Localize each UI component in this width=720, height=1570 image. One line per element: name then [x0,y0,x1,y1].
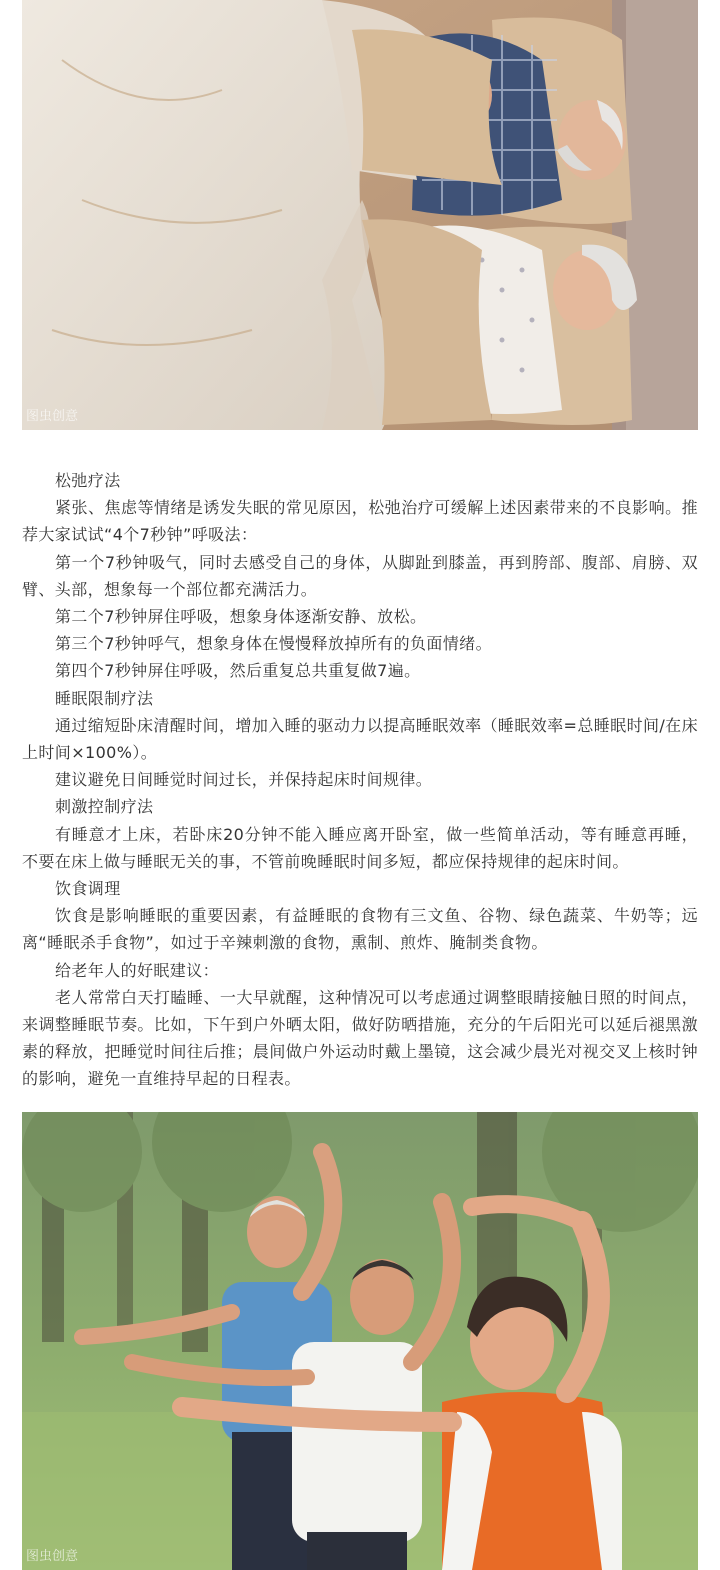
bottom-photo-watermark: 图虫创意 [26,1549,79,1564]
sleeping-couple-illustration [22,0,698,430]
paragraph: 通过缩短卧床清醒时间，增加入睡的驱动力以提高睡眠效率（睡眠效率=总睡眠时间/在床上时间×100%）。 [22,715,698,763]
paragraph: 有睡意才上床，若卧床20分钟不能入睡应离开卧室，做一些简单活动，等有睡意再睡，不要在床上做与睡眠无关的事，不管前晚睡眠时间多短，都应保持规律的起床时间。 [22,824,698,871]
top-photo [22,0,698,430]
paragraph: 老人常常白天打瞌睡、一大早就醒，这种情况可以考虑通过调整眼睛接触日照的时间点，来调整睡眠节奏。比如，下午到户外晒太阳，做好防晒措施，充分的午后阳光可以延后褪黑激素的释放，把睡觉时间往后推；晨间做户外运动时戴上墨镜，这会减少晨光对视交叉上核时钟的影响，避免一直维持早起的日程表。 [22,987,698,1089]
bottom-photo [22,1112,698,1570]
paragraph: 饮食是影响睡眠的重要因素，有益睡眠的食物有三文鱼、谷物、绿色蔬菜、牛奶等；远离“睡眠杀手食物”，如过于辛辣刺激的食物，熏制、煎炸、腌制类食物。 [22,906,698,953]
paragraph: 第一个7秒钟吸气，同时去感受自己的身体，从脚趾到膝盖，再到胯部、腹部、肩膀、双臂、头部，想象每一个部位都充满活力。 [22,552,698,599]
section-heading-stimulus-control: 刺激控制疗法 [55,797,154,817]
section-heading-elderly-tips: 给老年人的好眠建议： [55,960,220,980]
top-photo-watermark: 图虫创意 [26,409,79,424]
paragraph: 第三个7秒钟呼气，想象身体在慢慢释放掉所有的负面情绪。 [55,634,492,654]
paragraph: 第四个7秒钟屏住呼吸，然后重复总共重复做7遍。 [55,661,421,681]
section-heading-sleep-restriction: 睡眠限制疗法 [55,688,154,708]
seniors-exercising-illustration [22,1112,698,1570]
paragraph: 紧张、焦虑等情绪是诱发失眠的常见原因，松弛治疗可缓解上述因素带来的不良影响。推荐大家试试“4个7秒钟”呼吸法： [22,498,698,545]
article-body [22,467,698,1093]
paragraph: 第二个7秒钟屏住呼吸，想象身体逐渐安静、放松。 [55,607,427,627]
paragraph: 建议避免日间睡觉时间过长，并保持起床时间规律。 [55,770,433,790]
section-heading-diet: 饮食调理 [55,879,121,899]
section-heading-relaxation: 松弛疗法 [55,471,121,490]
